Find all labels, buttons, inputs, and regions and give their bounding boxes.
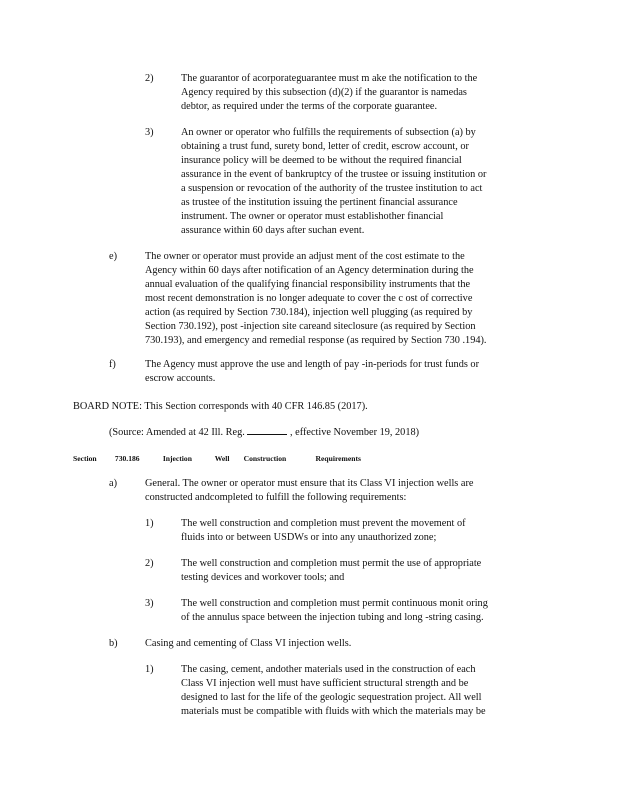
- text-line: constructed andcompleted to fulfill the following requirements:: [145, 492, 407, 503]
- paragraph-a2: [181, 557, 531, 585]
- item-label: a): [109, 478, 117, 489]
- text-line: as trustee of the institution issuing the pertinent financial assurance: [181, 197, 458, 208]
- source-text-end: , effective November 19, 2018): [290, 427, 420, 438]
- text-line: The well construction and completion must permit continuous monit oring: [181, 598, 488, 609]
- paragraph-b1: [181, 663, 531, 719]
- item-label: 1): [145, 518, 154, 529]
- text-line: The owner or operator must provide an adjust ment of the cost estimate to the: [145, 251, 465, 262]
- section-word: Section: [73, 454, 97, 463]
- text-line: General. The owner or operator must ensure that its Class VI injection wells are: [145, 478, 474, 489]
- paragraph-e: [145, 250, 535, 348]
- item-label: 2): [145, 558, 154, 569]
- text-line: The guarantor of acorporateguarantee must m ake the notification to the: [181, 73, 478, 84]
- paragraph-d3: [181, 126, 531, 238]
- text-line: Agency required by this subsection (d)(2) if the guarantor is namedas: [181, 87, 467, 98]
- text-line: The Agency must approve the use and length of pay -in-periods for trust funds or: [145, 359, 479, 370]
- heading-word: Requirements: [315, 454, 361, 463]
- paragraph-d2: [181, 72, 531, 114]
- paragraph-a1: [181, 517, 531, 545]
- text-line: The well construction and completion must permit the use of appropriate: [181, 558, 482, 569]
- text-line: 730.193), and emergency and remedial response (as required by Section 730 .194).: [145, 335, 487, 346]
- text-line: testing devices and workover tools; and: [181, 572, 345, 583]
- item-label: 3): [145, 598, 154, 609]
- text-line: materials must be compatible with fluids with which the materials may be: [181, 706, 486, 717]
- text-line: assurance in the event of bankruptcy of the trustee or issuing institution or: [181, 169, 487, 180]
- item-label: b): [109, 638, 118, 649]
- text-line: An owner or operator who fulfills the requirements of subsection (a) by: [181, 127, 476, 138]
- text-line: annual evaluation of the qualifying financial responsibility instruments that the: [145, 279, 471, 290]
- item-label: 3): [145, 127, 154, 138]
- board-note: BOARD NOTE: This Section corresponds with 40 CFR 146.85 (2017).: [73, 401, 368, 412]
- text-line: of the annulus space between the injection tubing and long -string casing.: [181, 612, 484, 623]
- text-line: insurance policy will be deemed to be without the required financial: [181, 155, 462, 166]
- paragraph-f: [145, 358, 535, 386]
- text-line: assurance within 60 days after suchan event.: [181, 225, 365, 236]
- paragraph-b: [145, 637, 535, 651]
- text-line: instrument. The owner or operator must establishother financial: [181, 211, 444, 222]
- heading-word: Injection: [162, 454, 192, 463]
- text-line: The casing, cement, andother materials used in the construction of each: [181, 664, 476, 675]
- text-line: most recent demonstration is no longer adequate to cover the c ost of corrective: [145, 293, 473, 304]
- item-label: 2): [145, 73, 154, 84]
- text-line: action (as required by Section 730.184), injection well plugging (as required by: [145, 307, 473, 318]
- text-line: Casing and cementing of Class VI injection wells.: [145, 638, 352, 649]
- source-note: [109, 425, 419, 440]
- text-line: escrow accounts.: [145, 373, 216, 384]
- text-line: a suspension or revocation of the authority of the trustee institution to act: [181, 183, 483, 194]
- text-line: Section 730.192), post -injection site careand siteclosure (as required by Section: [145, 321, 476, 332]
- text-line: Class VI injection well must have sufficient structural strength and be: [181, 678, 469, 689]
- paragraph-a3: [181, 597, 531, 625]
- item-label: e): [109, 251, 117, 262]
- item-label: 1): [145, 664, 154, 675]
- text-line: fluids into or between USDWs or into any unauthorized zone;: [181, 532, 437, 543]
- text-line: Agency within 60 days after notification of an Agency determination during the: [145, 265, 474, 276]
- text-line: debtor, as required under the terms of the corporate guarantee.: [181, 101, 438, 112]
- blank-line: [247, 425, 287, 435]
- item-label: f): [109, 359, 116, 370]
- source-text: (Source: Amended at 42 Ill. Reg.: [109, 427, 245, 438]
- text-line: obtaining a trust fund, surety bond, letter of credit, escrow account, or: [181, 141, 469, 152]
- paragraph-a: [145, 477, 535, 505]
- heading-word: Well: [214, 454, 230, 463]
- text-line: designed to last for the life of the geologic sequestration project. All well: [181, 692, 482, 703]
- section-number: 730.186: [114, 454, 140, 463]
- heading-word: Construction: [243, 454, 287, 463]
- section-heading: [73, 454, 361, 464]
- text-line: The well construction and completion must prevent the movement of: [181, 518, 466, 529]
